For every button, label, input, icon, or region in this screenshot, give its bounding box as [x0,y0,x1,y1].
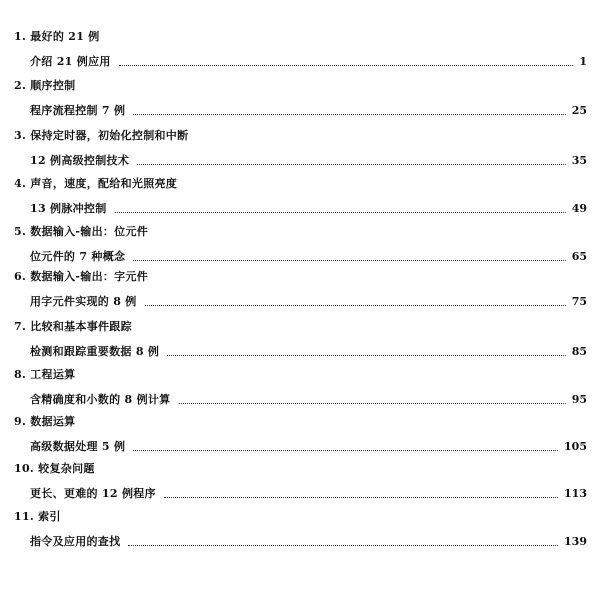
page-number: 35 [571,154,587,167]
toc-entry[interactable] [30,104,587,118]
entry-text: 含精确度和小数的 8 例计算 [30,393,171,406]
dot-leader [128,545,558,546]
page-number: 139 [564,535,587,548]
chapter-title: 9. 数据运算 [14,415,76,428]
toc-entry[interactable] [30,487,587,501]
dot-leader [179,403,566,404]
chapter-title: 4. 声音，速度，配给和光照亮度 [14,177,178,190]
chapter-title: 11. 索引 [14,510,61,523]
page-number: 105 [564,440,587,453]
entry-text: 位元件的 7 种概念 [30,250,126,263]
entry-text: 检测和跟踪重要数据 8 例 [30,345,160,358]
toc-entry[interactable] [30,295,587,309]
chapter-title: 1. 最好的 21 例 [14,30,100,43]
toc-entry[interactable] [30,345,587,359]
dot-leader [119,65,573,66]
page-number: 1 [579,55,587,68]
toc-entry[interactable] [30,440,587,454]
toc-entry[interactable] [30,202,587,216]
dot-leader [164,497,558,498]
chapter-title: 6. 数据输入-输出：字元件 [14,270,149,283]
entry-text: 更长、更难的 12 例程序 [30,487,156,500]
dot-leader [133,450,558,451]
chapter-title: 10. 较复杂问题 [14,462,95,475]
dot-leader [133,260,565,261]
chapter-title: 2. 顺序控制 [14,79,76,92]
entry-text: 指令及应用的查找 [30,535,121,548]
page-number: 75 [571,295,587,308]
chapter-title: 7. 比较和基本事件跟踪 [14,320,132,333]
page-number: 49 [571,202,587,215]
dot-leader [167,355,565,356]
chapter-title: 5. 数据输入-输出：位元件 [14,225,149,238]
entry-text: 高级数据处理 5 例 [30,440,126,453]
toc-entry[interactable] [30,55,587,69]
page-number: 25 [571,104,587,117]
page-number: 113 [564,487,587,500]
page-number: 85 [571,345,587,358]
chapter-title: 8. 工程运算 [14,368,76,381]
toc-entry[interactable] [30,250,587,264]
entry-text: 13 例脉冲控制 [30,202,107,215]
entry-text: 程序流程控制 7 例 [30,104,126,117]
page-number: 65 [571,250,587,263]
dot-leader [133,114,565,115]
chapter-title: 3. 保持定时器，初始化控制和中断 [14,129,189,142]
dot-leader [137,164,566,165]
page-number: 95 [571,393,587,406]
toc-entry[interactable] [30,154,587,168]
entry-text: 用字元件实现的 8 例 [30,295,137,308]
dot-leader [145,305,566,306]
entry-text: 12 例高级控制技术 [30,154,130,167]
dot-leader [115,212,566,213]
toc-entry[interactable] [30,535,587,549]
entry-text: 介绍 21 例应用 [30,55,111,68]
toc-entry[interactable] [30,393,587,407]
